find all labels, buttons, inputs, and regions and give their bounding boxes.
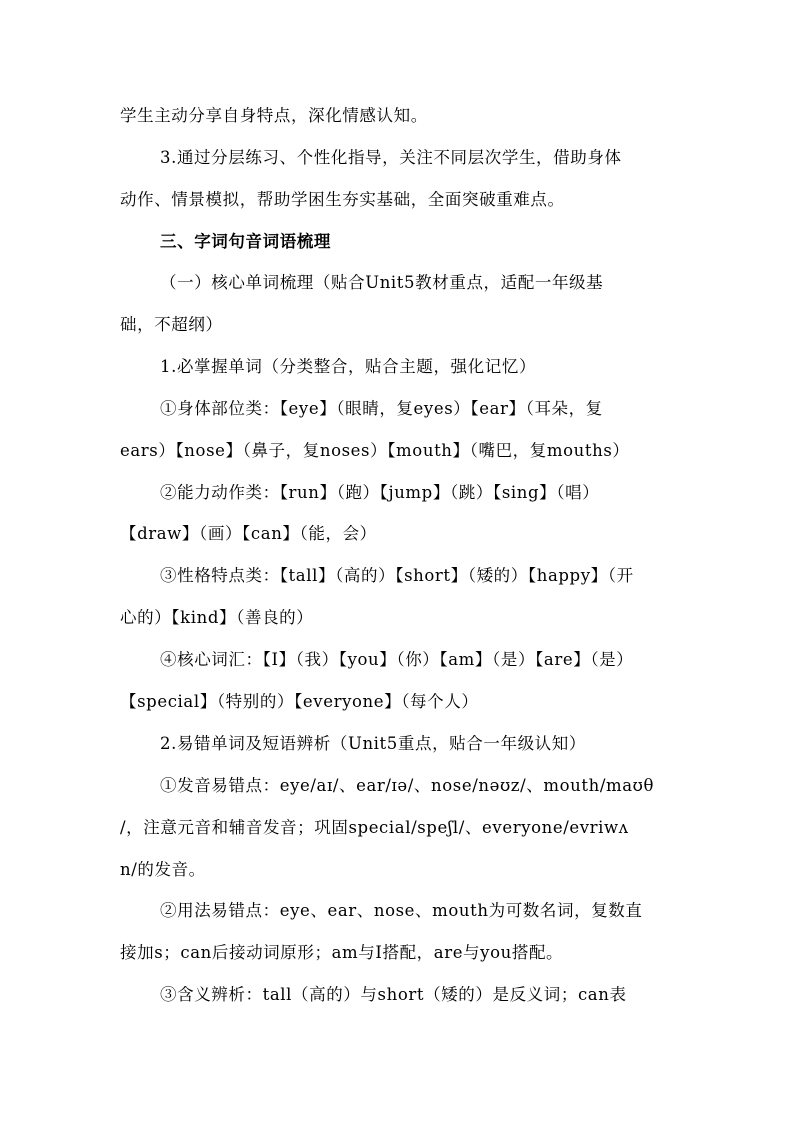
section-heading: 三、字词句音词语梳理 xyxy=(160,232,331,251)
paragraph-line: ④核心词汇：【I】（我）【you】（你）【am】（是）【are】（是） xyxy=(160,650,634,669)
list-heading: 1.必掌握单词（分类整合，贴合主题，强化记忆） xyxy=(160,357,537,376)
paragraph-line: 【draw】（画）【can】（能，会） xyxy=(120,524,377,543)
paragraph-line: 接加s；can后接动词原形；am与I搭配，are与you搭配。 xyxy=(120,943,564,962)
paragraph-line: ears）【nose】（鼻子，复noses）【mouth】（嘴巴，复mouths） xyxy=(120,441,630,460)
paragraph-line: 心的）【kind】（善良的） xyxy=(120,608,314,627)
list-heading: 2.易错单词及短语辨析（Unit5重点，贴合一年级认知） xyxy=(160,734,586,753)
paragraph-line: /，注意元音和辅音发音；巩固special/speʃl/、everyone/evriwʌ xyxy=(120,818,629,837)
paragraph-line: ①发音易错点：eye/aɪ/、ear/ɪə/、nose/nəʊz/、mouth/maʊθ xyxy=(160,776,655,795)
paragraph-line: 3.通过分层练习、个性化指导，关注不同层次学生，借助身体 xyxy=(160,148,622,167)
paragraph-line: n/的发音。 xyxy=(120,860,206,879)
paragraph-line: 动作、情景模拟，帮助学困生夯实基础，全面突破重难点。 xyxy=(120,190,565,209)
paragraph-line: ②能力动作类：【run】（跑）【jump】（跳）【sing】（唱） xyxy=(160,483,600,502)
paragraph-line: 学生主动分享自身特点，深化情感认知。 xyxy=(120,106,428,125)
paragraph-line: ③性格特点类：【tall】（高的）【short】（矮的）【happy】（开 xyxy=(160,566,634,585)
subsection-heading: （一）核心单词梳理（贴合Unit5教材重点，适配一年级基 xyxy=(160,273,604,292)
paragraph-line: ①身体部位类：【eye】（眼睛，复eyes）【ear】（耳朵，复 xyxy=(160,399,603,418)
paragraph-line: ②用法易错点：eye、ear、nose、mouth为可数名词，复数直 xyxy=(160,901,643,920)
paragraph-line: ③含义辨析：tall（高的）与short（矮的）是反义词；can表 xyxy=(160,985,627,1004)
paragraph-line: 础，不超纲） xyxy=(120,315,223,334)
paragraph-line: 【special】（特别的）【everyone】（每个人） xyxy=(120,692,479,711)
